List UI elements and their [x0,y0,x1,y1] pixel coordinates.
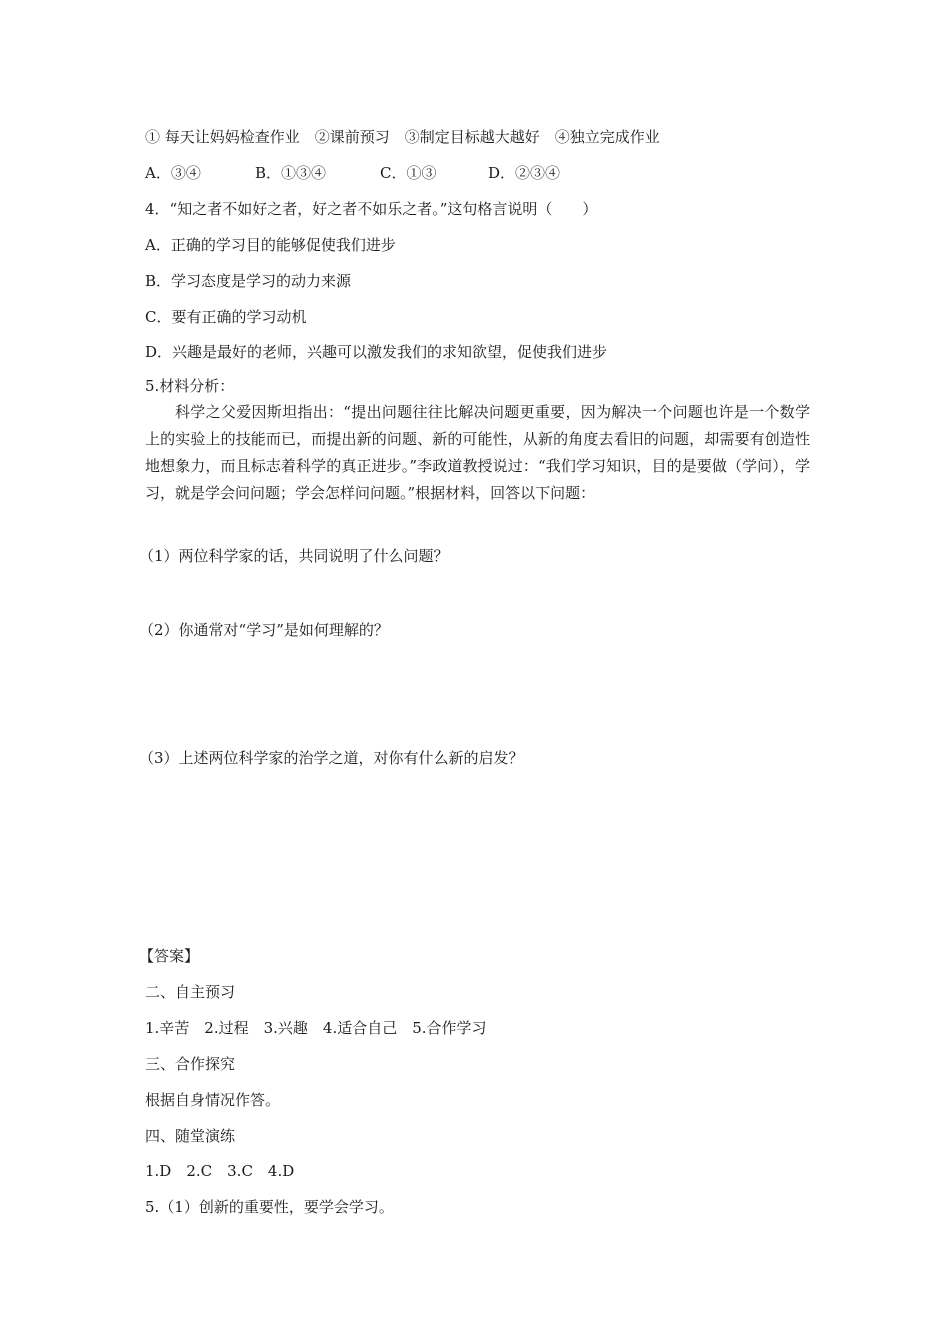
section2-content: 1.辛苦 2.过程 3.兴趣 4.适合自己 5.合作学习 [145,1019,487,1037]
section4-q5: 5.（1）创新的重要性，要学会学习。 [145,1198,394,1216]
q3-option-d: D．②③④ [488,164,561,182]
q3-options [145,163,560,183]
q4-option-c: C．要有正确的学习动机 [145,308,307,326]
answers-heading: 【答案】 [139,947,200,965]
q3-statements: ① 每天让妈妈检查作业 ②课前预习 ③制定目标越大越好 ④独立完成作业 [145,128,660,146]
section4-content: 1.D 2.C 3.C 4.D [145,1162,295,1180]
section3-content: 根据自身情况作答。 [145,1091,281,1109]
q3-option-c: C．①③ [380,164,437,182]
q5-material: 科学之父爱因斯坦指出：“提出问题往往比解决问题更重要，因为解决一个问题也许是一个数学上的实验上的技能而已，而提出新的问题、新的可能性，从新的角度去看旧的问题，却需要有创造性地想象力，而且标志着科学的真正进步。”李政道教授说过：“我们学习知识，目的是要做（学问），学习，就是学会问问题；学会怎样问问题。”根据材料，回答以下问题： [145,403,810,502]
q3-option-a: A．③④ [145,164,201,182]
q5-sub3: （3）上述两位科学家的治学之道，对你有什么新的启发？ [139,749,524,767]
q5-sub2: （2）你通常对“学习”是如何理解的？ [139,621,389,639]
section3-title: 三、合作探究 [145,1055,236,1073]
q4-option-b: B．学习态度是学习的动力来源 [145,272,352,290]
q5-sub1: （1）两位科学家的话，共同说明了什么问题？ [139,547,449,565]
q4-option-a: A．正确的学习目的能够促使我们进步 [145,236,396,254]
q3-option-b: B．①③④ [255,164,327,182]
q5-title: 5.材料分析： [145,377,235,395]
section4-title: 四、随堂演练 [145,1127,236,1145]
q4-stem: 4．“知之者不如好之者，好之者不如乐之者。”这句格言说明（ ） [145,200,598,218]
section2-title: 二、自主预习 [145,983,236,1001]
q4-option-d: D．兴趣是最好的老师，兴趣可以激发我们的求知欲望，促使我们进步 [145,343,608,361]
